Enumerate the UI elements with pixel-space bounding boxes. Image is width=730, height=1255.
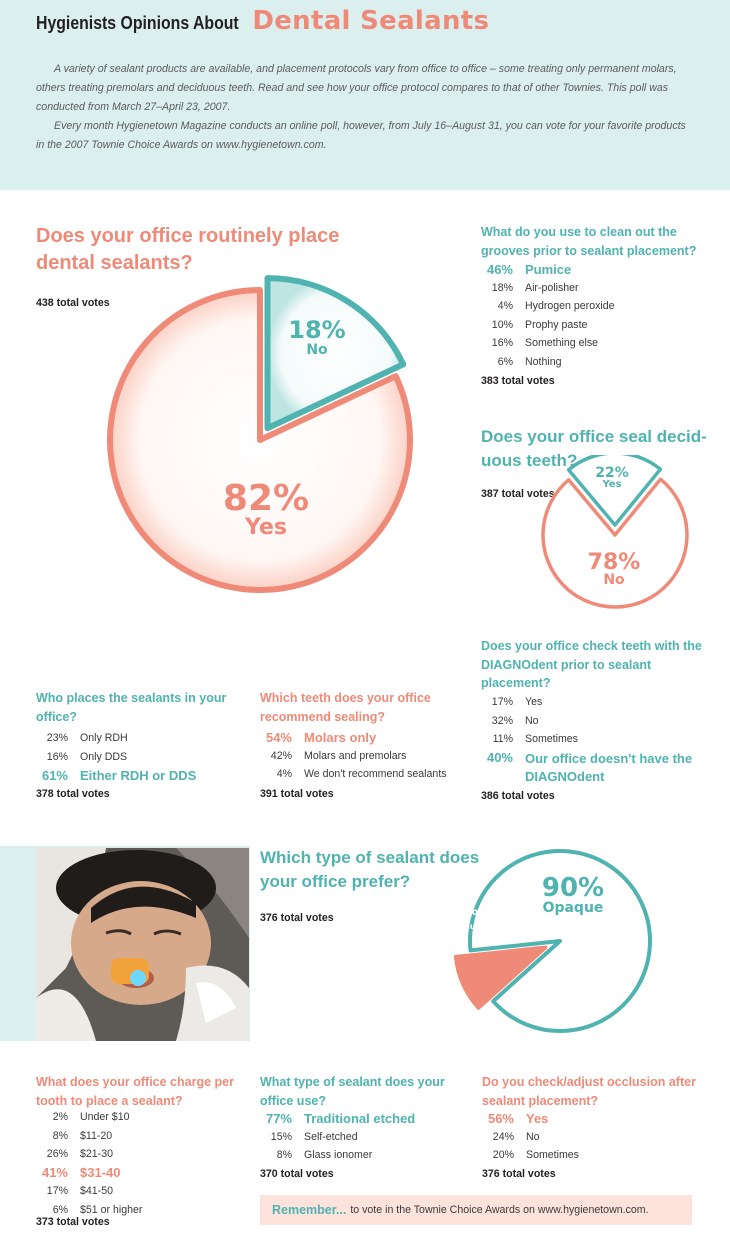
list-item-pct: 46% <box>486 261 513 277</box>
list-who <box>36 729 196 785</box>
list-item-pct: 40% <box>486 749 513 765</box>
votes-occlusion: 376 total votes <box>482 1168 556 1180</box>
list-item-label: Molars only <box>304 729 377 745</box>
list-item-label: Either RDH or DDS <box>80 767 197 783</box>
list-item <box>482 1128 579 1147</box>
pie-label-yes-pct: 82% <box>222 478 310 519</box>
title-main: Dental Sealants <box>252 6 490 36</box>
list-item-label: Yes <box>526 1110 549 1126</box>
list-item-pct: 18% <box>491 281 513 294</box>
list-item-pct: 77% <box>265 1110 292 1126</box>
list-item-label: Traditional etched <box>304 1110 416 1126</box>
list-item <box>481 260 615 279</box>
list-item-pct: 32% <box>491 714 513 727</box>
list-item <box>482 1146 579 1165</box>
list-item-pct: 15% <box>270 1130 292 1143</box>
question-who: Who places the sealants in your office? <box>36 691 227 724</box>
list-item <box>36 1164 142 1183</box>
question-teeth: Which teeth does your office recommend sealing? <box>260 691 431 724</box>
list-item-label: $11-20 <box>80 1129 113 1142</box>
list-item-pct: 41% <box>41 1165 68 1181</box>
list-item-label: Glass ionomer <box>304 1149 373 1162</box>
question-occlusion: Do you check/adjust occlusion after sealant placement? <box>482 1075 696 1108</box>
list-item-label: Sometimes <box>525 733 578 746</box>
list-item-pct: 10% <box>491 318 513 331</box>
label-group-yes <box>196 478 336 540</box>
label-group-translucent <box>436 908 502 931</box>
list-item-label: $41-50 <box>80 1185 113 1198</box>
votes-clean: 383 total votes <box>481 375 555 387</box>
list-item-pct: 26% <box>46 1148 68 1161</box>
label-group-opaque <box>508 873 638 916</box>
votes-teeth: 391 total votes <box>260 788 334 800</box>
list-charge <box>36 1108 142 1219</box>
list-item <box>481 297 615 316</box>
pie-chart-routine <box>100 272 420 612</box>
list-occlusion <box>482 1109 579 1165</box>
question-type: Which type of sealant does your office prefer? <box>260 848 480 891</box>
list-item-label: $31-40 <box>80 1165 121 1181</box>
list-item-pct: 16% <box>491 337 513 350</box>
votes-deciduous: 387 total votes <box>481 488 555 500</box>
list-item-label: No <box>525 714 539 727</box>
list-item-label: Sometimes <box>526 1149 579 1162</box>
intro-text <box>36 60 692 155</box>
list-item <box>481 279 615 298</box>
list-item <box>36 1127 142 1146</box>
votes-type: 376 total votes <box>260 912 334 924</box>
list-item-pct: 23% <box>46 732 68 745</box>
label-group-no <box>282 316 352 358</box>
list-item-label: Only RDH <box>80 732 128 745</box>
intro-paragraph-2: Every month Hygienetown Magazine conducts an online poll, however, from July 16–August 31, you can vote for your favorite products in the 2007 Townie Choice Awards on www.hygienetown.com. <box>36 120 686 151</box>
votes-charge: 373 total votes <box>36 1216 110 1228</box>
question-use: What type of sealant does your office use? <box>260 1075 445 1108</box>
list-item-pct: 4% <box>276 768 292 781</box>
pie-label-opaque-pct: 90% <box>541 873 605 903</box>
list-item <box>481 316 615 335</box>
question-routine: Does your office routinely place dental sealants? <box>36 225 340 274</box>
list-item-label: Pumice <box>525 261 572 277</box>
list-item <box>36 729 196 748</box>
list-item <box>260 1128 415 1147</box>
intro-paragraph-1: A variety of sealant products are available, and placement protocols vary from office to office – some treating only permanent molars, others treating premolars and deciduous teeth. Read and see how your office protocol compares to that of other Townies. This poll was conducted from March 27–April 23, 2007. <box>36 63 677 113</box>
list-diagnodent <box>481 693 711 785</box>
remember-text: to vote in the Townie Choice Awards on www.hygienetown.com. <box>350 1204 649 1216</box>
list-item <box>481 712 711 731</box>
pie-label-yes: Yes <box>245 515 287 540</box>
list-item-label: Under $10 <box>80 1111 130 1124</box>
list-item-label: Air-polisher <box>525 281 579 294</box>
list-item-label: Molars and premolars <box>304 749 407 762</box>
votes-routine: 438 total votes <box>36 297 110 309</box>
list-item-pct: 61% <box>41 767 68 783</box>
remember-banner <box>260 1195 692 1225</box>
pie-label-translucent: Translucent <box>442 922 496 931</box>
list-item-label: Hydrogen peroxide <box>525 300 615 313</box>
list-item-label: We don't recommend sealants <box>304 768 447 781</box>
label-group-deciduous-yes <box>587 465 637 490</box>
list-item <box>481 353 615 372</box>
pie-label-deciduous-no: No <box>603 572 625 588</box>
title-prefix: Hygienists Opinions About <box>36 13 239 33</box>
list-item-pct: 56% <box>487 1110 514 1126</box>
pie-label-deciduous-no-pct: 78% <box>587 550 641 575</box>
votes-use: 370 total votes <box>260 1168 334 1180</box>
list-item <box>481 749 711 785</box>
list-item-label: Yes <box>525 696 543 709</box>
list-item <box>36 1108 142 1127</box>
question-diagnodent: Does your office check teeth with the DIAGNOdent prior to sealant placement? <box>481 639 702 690</box>
label-group-deciduous-no <box>572 550 656 588</box>
votes-who: 378 total votes <box>36 788 110 800</box>
list-item-label: Something else <box>525 337 599 350</box>
list-item-pct: 54% <box>265 729 292 745</box>
list-item-label: Our office doesn't have the DIAGNOdent <box>525 750 693 784</box>
list-item <box>36 748 196 767</box>
list-item-pct: 6% <box>52 1203 68 1216</box>
list-item-label: Prophy paste <box>525 318 588 331</box>
list-item-pct: 6% <box>497 355 513 368</box>
question-deciduous: Does your office seal decid-uous teeth? <box>481 427 707 470</box>
list-item <box>481 693 711 712</box>
list-item <box>482 1109 579 1128</box>
list-teeth <box>260 728 447 784</box>
list-item-pct: 2% <box>52 1111 68 1124</box>
page-title <box>36 6 489 50</box>
list-item-pct: 11% <box>492 733 513 746</box>
list-item-label: Nothing <box>525 355 562 368</box>
list-item <box>36 1182 142 1201</box>
pie-label-deciduous-yes: Yes <box>602 479 622 490</box>
pie-label-deciduous-yes-pct: 22% <box>595 465 629 481</box>
list-item-pct: 16% <box>46 750 68 763</box>
list-clean <box>481 260 615 371</box>
list-item-label: $51 or higher <box>80 1203 143 1216</box>
question-charge: What does your office charge per tooth to place a sealant? <box>36 1075 234 1108</box>
list-item <box>481 730 711 749</box>
list-item <box>481 334 615 353</box>
list-item <box>36 1145 142 1164</box>
list-item <box>260 1109 415 1128</box>
dental-photo <box>36 848 249 1041</box>
list-item <box>260 728 447 747</box>
list-item-pct: 4% <box>497 300 513 313</box>
list-item-label: Only DDS <box>80 750 128 763</box>
remember-lead: Remember... <box>272 1203 347 1217</box>
votes-diagnodent: 386 total votes <box>481 790 555 802</box>
list-use <box>260 1109 415 1165</box>
pie-label-no: No <box>306 342 328 358</box>
pie-label-translucent-pct: 10% <box>452 908 486 924</box>
pie-label-opaque: Opaque <box>542 900 604 916</box>
list-item-pct: 8% <box>52 1129 68 1142</box>
list-item <box>260 1146 415 1165</box>
list-item-pct: 17% <box>491 696 513 709</box>
list-item <box>260 765 447 784</box>
list-item-pct: 42% <box>270 749 292 762</box>
list-item-label: No <box>526 1130 540 1143</box>
list-item-pct: 20% <box>492 1149 514 1162</box>
list-item-label: Self-etched <box>304 1130 358 1143</box>
list-item <box>36 766 196 785</box>
list-item-pct: 17% <box>46 1185 68 1198</box>
list-item-pct: 8% <box>276 1149 292 1162</box>
list-item-pct: 24% <box>492 1130 514 1143</box>
question-clean: What do you use to clean out the grooves prior to sealant placement? <box>481 225 697 258</box>
list-item <box>260 747 447 766</box>
pie-label-no-pct: 18% <box>288 316 346 344</box>
list-item-label: $21-30 <box>80 1148 113 1161</box>
